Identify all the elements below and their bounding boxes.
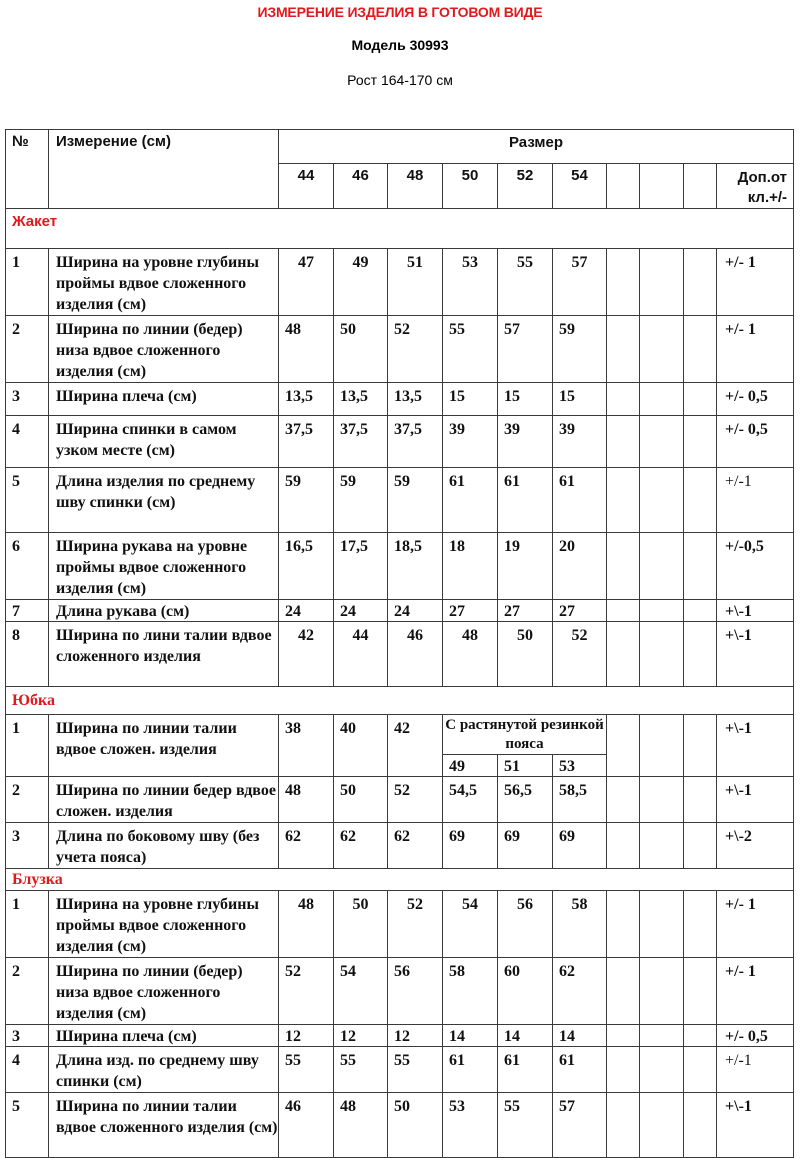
size-value: 59 — [388, 468, 443, 533]
size-value: 56 — [388, 958, 443, 1025]
size-value: 15 — [443, 383, 498, 416]
measurement-name: Ширина на уровне глубины проймы вдвое сложенного изделия (см) — [49, 891, 279, 958]
size-value: 55 — [388, 1047, 443, 1093]
size-value: 61 — [553, 468, 607, 533]
size-value: 61 — [498, 468, 553, 533]
tolerance-value: +/- 0,5 — [717, 1025, 794, 1047]
empty-cell — [684, 891, 717, 958]
section-row — [6, 687, 794, 715]
row-number: 3 — [6, 383, 49, 416]
measurement-name: Ширина спинки в самом узком месте (см) — [49, 416, 279, 468]
tolerance-value: +/- 1 — [717, 316, 794, 383]
empty-cell — [607, 383, 640, 416]
size-header: 50 — [443, 164, 498, 209]
size-value: 56,5 — [498, 777, 553, 823]
size-value: 24 — [388, 600, 443, 622]
empty-cell — [640, 622, 684, 687]
size-value: 69 — [443, 823, 498, 869]
size-value: 48 — [279, 316, 334, 383]
empty-cell — [607, 416, 640, 468]
tolerance-value: +/-0,5 — [717, 533, 794, 600]
empty-cell — [607, 600, 640, 622]
size-value: 69 — [498, 823, 553, 869]
measurement-name: Ширина по линии (бедер) низа вдвое сложенного изделия (см) — [49, 958, 279, 1025]
row-number: 5 — [6, 1093, 49, 1158]
empty-cell — [684, 600, 717, 622]
size-header: 44 — [279, 164, 334, 209]
size-value: 46 — [279, 1093, 334, 1158]
row-number: 1 — [6, 249, 49, 316]
table-row — [6, 958, 794, 1025]
size-value: 62 — [279, 823, 334, 869]
size-value: 14 — [553, 1025, 607, 1047]
empty-cell — [684, 533, 717, 600]
empty-cell — [640, 416, 684, 468]
size-value: 13,5 — [388, 383, 443, 416]
size-value: 57 — [553, 1093, 607, 1158]
measurement-name: Ширина на уровне глубины проймы вдвое сложенного изделия (см) — [49, 249, 279, 316]
empty-cell — [640, 249, 684, 316]
tolerance-value: +/- 0,5 — [717, 383, 794, 416]
size-value: 54 — [334, 958, 388, 1025]
size-value: 14 — [498, 1025, 553, 1047]
table-row — [6, 316, 794, 383]
row-number: 4 — [6, 1047, 49, 1093]
measurement-name: Длина изделия по среднему шву спинки (см) — [49, 468, 279, 533]
size-value: 54,5 — [443, 777, 498, 823]
empty-cell — [640, 468, 684, 533]
empty-cell — [684, 383, 717, 416]
size-value: 54 — [443, 891, 498, 958]
column-header-measurement: Измерение (см) — [49, 130, 279, 209]
empty-cell — [640, 316, 684, 383]
size-value: 46 — [388, 622, 443, 687]
tolerance-value: +\-1 — [717, 622, 794, 687]
size-header: 46 — [334, 164, 388, 209]
size-value: 60 — [498, 958, 553, 1025]
row-number: 1 — [6, 715, 49, 777]
empty-cell — [607, 715, 640, 777]
size-value: 27 — [443, 600, 498, 622]
empty-size-cell — [684, 164, 717, 209]
empty-cell — [684, 416, 717, 468]
size-value: 59 — [553, 316, 607, 383]
measurement-name: Ширина по лини талии вдвое сложенного изделия — [49, 622, 279, 687]
table-row — [6, 383, 794, 416]
size-value: 39 — [443, 416, 498, 468]
size-value: 50 — [334, 891, 388, 958]
stretched-size-value: 49 — [443, 755, 498, 777]
table-row — [6, 823, 794, 869]
size-value: 61 — [498, 1047, 553, 1093]
size-value: 55 — [334, 1047, 388, 1093]
column-header-size: Размер — [279, 130, 794, 164]
empty-cell — [607, 468, 640, 533]
size-value: 47 — [279, 249, 334, 316]
stretched-size-value: 53 — [553, 755, 607, 777]
header-row — [6, 130, 794, 164]
size-value: 48 — [443, 622, 498, 687]
empty-cell — [607, 249, 640, 316]
row-number: 2 — [6, 958, 49, 1025]
size-value: 18 — [443, 533, 498, 600]
document-title: ИЗМЕРЕНИЕ ИЗДЕЛИЯ В ГОТОВОМ ВИДЕ — [257, 4, 543, 20]
size-value: 55 — [498, 249, 553, 316]
measurement-name: Ширина по линии бедер вдвое сложен. изделия — [49, 777, 279, 823]
size-value: 55 — [498, 1093, 553, 1158]
empty-cell — [684, 958, 717, 1025]
empty-cell — [684, 823, 717, 869]
table-row — [6, 622, 794, 687]
tolerance-value: +/- 1 — [717, 249, 794, 316]
tolerance-value: +/-1 — [717, 1047, 794, 1093]
measurement-name: Ширина по линии (бедер) низа вдвое сложенного изделия (см) — [49, 316, 279, 383]
size-value: 69 — [553, 823, 607, 869]
tolerance-value: +\-1 — [717, 1093, 794, 1158]
size-value: 59 — [279, 468, 334, 533]
empty-size-cell — [640, 164, 684, 209]
empty-cell — [607, 777, 640, 823]
row-number: 4 — [6, 416, 49, 468]
stretched-size-value: 51 — [498, 755, 553, 777]
size-value: 50 — [334, 777, 388, 823]
empty-size-cell — [607, 164, 640, 209]
column-header-tolerance: Доп.от кл.+/- — [717, 164, 794, 209]
tolerance-value: +\-1 — [717, 600, 794, 622]
size-value: 37,5 — [334, 416, 388, 468]
measurement-name: Длина по боковому шву (без учета пояса) — [49, 823, 279, 869]
size-header: 52 — [498, 164, 553, 209]
empty-cell — [684, 622, 717, 687]
empty-cell — [607, 533, 640, 600]
measurement-table — [5, 129, 794, 1158]
size-value: 44 — [334, 622, 388, 687]
size-value: 52 — [553, 622, 607, 687]
tolerance-value: +\-1 — [717, 715, 794, 777]
size-value: 42 — [388, 715, 443, 777]
empty-cell — [640, 777, 684, 823]
row-number: 3 — [6, 1025, 49, 1047]
empty-cell — [640, 715, 684, 777]
empty-cell — [607, 1093, 640, 1158]
empty-cell — [684, 468, 717, 533]
size-value: 40 — [334, 715, 388, 777]
size-value: 38 — [279, 715, 334, 777]
empty-cell — [640, 1047, 684, 1093]
size-value: 13,5 — [334, 383, 388, 416]
size-value: 37,5 — [388, 416, 443, 468]
size-value: 51 — [388, 249, 443, 316]
table-row — [6, 1025, 794, 1047]
section-row — [6, 209, 794, 249]
size-value: 56 — [498, 891, 553, 958]
empty-cell — [640, 1093, 684, 1158]
section-title: Жакет — [6, 209, 794, 249]
table-row — [6, 777, 794, 823]
section-title: Блузка — [6, 869, 794, 891]
size-value: 14 — [443, 1025, 498, 1047]
empty-cell — [640, 958, 684, 1025]
table-row — [6, 533, 794, 600]
size-value: 13,5 — [279, 383, 334, 416]
size-value: 27 — [498, 600, 553, 622]
empty-cell — [684, 777, 717, 823]
size-value: 24 — [279, 600, 334, 622]
empty-cell — [684, 715, 717, 777]
size-value: 53 — [443, 249, 498, 316]
measurement-name: Длина рукава (см) — [49, 600, 279, 622]
empty-cell — [640, 891, 684, 958]
size-value: 52 — [279, 958, 334, 1025]
size-value: 61 — [443, 468, 498, 533]
size-value: 15 — [498, 383, 553, 416]
size-value: 58,5 — [553, 777, 607, 823]
size-value: 37,5 — [279, 416, 334, 468]
size-value: 39 — [553, 416, 607, 468]
section-row — [6, 869, 794, 891]
tolerance-value: +\-1 — [717, 777, 794, 823]
empty-cell — [607, 1047, 640, 1093]
tolerance-value: +/- 1 — [717, 958, 794, 1025]
size-value: 61 — [553, 1047, 607, 1093]
empty-cell — [640, 823, 684, 869]
row-number: 6 — [6, 533, 49, 600]
size-value: 50 — [388, 1093, 443, 1158]
size-value: 27 — [553, 600, 607, 622]
size-value: 42 — [279, 622, 334, 687]
row-number: 7 — [6, 600, 49, 622]
empty-cell — [640, 383, 684, 416]
size-value: 12 — [279, 1025, 334, 1047]
empty-cell — [607, 1025, 640, 1047]
table-row — [6, 715, 794, 755]
size-value: 49 — [334, 249, 388, 316]
row-number: 8 — [6, 622, 49, 687]
table-row — [6, 468, 794, 533]
empty-cell — [684, 1047, 717, 1093]
size-value: 16,5 — [279, 533, 334, 600]
model-number: Модель 30993 — [351, 37, 449, 53]
size-value: 15 — [553, 383, 607, 416]
measurement-name: Ширина по линии талии вдвое сложен. изделия — [49, 715, 279, 777]
size-value: 48 — [279, 777, 334, 823]
size-value: 39 — [498, 416, 553, 468]
measurement-name: Длина изд. по среднему шву спинки (см) — [49, 1047, 279, 1093]
tolerance-value: +\-2 — [717, 823, 794, 869]
height-range: Рост 164-170 см — [347, 72, 453, 88]
size-value: 52 — [388, 777, 443, 823]
table-row — [6, 416, 794, 468]
size-value: 52 — [388, 316, 443, 383]
column-header-number: № — [6, 130, 49, 209]
size-value: 19 — [498, 533, 553, 600]
table-row — [6, 891, 794, 958]
size-value: 58 — [443, 958, 498, 1025]
table-row — [6, 249, 794, 316]
size-header: 48 — [388, 164, 443, 209]
size-value: 53 — [443, 1093, 498, 1158]
empty-cell — [640, 1025, 684, 1047]
size-value: 62 — [334, 823, 388, 869]
empty-cell — [607, 316, 640, 383]
stretched-waistband-note: С растянутой резинкой пояса — [443, 715, 607, 755]
table-row — [6, 1047, 794, 1093]
row-number: 2 — [6, 316, 49, 383]
size-value: 57 — [498, 316, 553, 383]
empty-cell — [684, 1025, 717, 1047]
empty-cell — [607, 622, 640, 687]
row-number: 2 — [6, 777, 49, 823]
size-value: 48 — [279, 891, 334, 958]
size-value: 55 — [443, 316, 498, 383]
measurement-name: Ширина рукава на уровне проймы вдвое сложенного изделия (см) — [49, 533, 279, 600]
size-value: 18,5 — [388, 533, 443, 600]
empty-cell — [640, 600, 684, 622]
row-number: 3 — [6, 823, 49, 869]
measurement-name: Ширина по линии талии вдвое сложенного изделия (см) — [49, 1093, 279, 1158]
row-number: 1 — [6, 891, 49, 958]
size-value: 17,5 — [334, 533, 388, 600]
tolerance-value: +/- 1 — [717, 891, 794, 958]
tolerance-value: +/- 0,5 — [717, 416, 794, 468]
size-value: 24 — [334, 600, 388, 622]
size-value: 50 — [498, 622, 553, 687]
empty-cell — [684, 316, 717, 383]
empty-cell — [607, 891, 640, 958]
size-value: 12 — [334, 1025, 388, 1047]
empty-cell — [607, 823, 640, 869]
table-row — [6, 1093, 794, 1158]
size-value: 59 — [334, 468, 388, 533]
row-number: 5 — [6, 468, 49, 533]
size-value: 62 — [388, 823, 443, 869]
size-value: 20 — [553, 533, 607, 600]
size-value: 12 — [388, 1025, 443, 1047]
measurement-name: Ширина плеча (см) — [49, 1025, 279, 1047]
size-value: 48 — [334, 1093, 388, 1158]
section-title: Юбка — [6, 687, 794, 715]
size-value: 52 — [388, 891, 443, 958]
empty-cell — [684, 1093, 717, 1158]
empty-cell — [640, 533, 684, 600]
size-value: 50 — [334, 316, 388, 383]
measurement-name: Ширина плеча (см) — [49, 383, 279, 416]
size-value: 55 — [279, 1047, 334, 1093]
empty-cell — [684, 249, 717, 316]
table-row — [6, 600, 794, 622]
tolerance-value: +/-1 — [717, 468, 794, 533]
size-header: 54 — [553, 164, 607, 209]
size-value: 57 — [553, 249, 607, 316]
empty-cell — [607, 958, 640, 1025]
size-value: 61 — [443, 1047, 498, 1093]
size-value: 62 — [553, 958, 607, 1025]
size-value: 58 — [553, 891, 607, 958]
